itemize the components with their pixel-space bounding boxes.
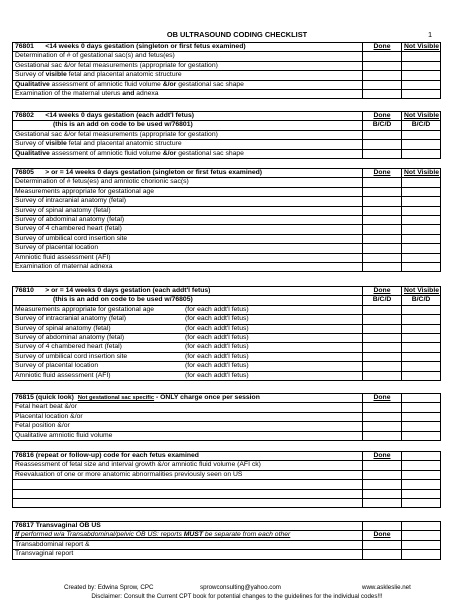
done-checkbox-cell[interactable] bbox=[363, 244, 402, 253]
not-visible-checkbox-cell[interactable] bbox=[402, 253, 441, 262]
row-label: Transvaginal report bbox=[13, 550, 363, 559]
checklist-row bbox=[13, 225, 441, 234]
not-visible-checkbox-cell[interactable] bbox=[402, 140, 441, 149]
not-visible-checkbox-cell[interactable] bbox=[402, 263, 441, 272]
not-visible-checkbox-cell[interactable] bbox=[402, 178, 441, 187]
done-checkbox-cell[interactable] bbox=[363, 470, 402, 479]
done-checkbox-cell[interactable] bbox=[363, 324, 402, 333]
row-label bbox=[13, 480, 363, 489]
code-description: <14 weeks 0 days gestation (singleton or first fetus examined) bbox=[45, 43, 246, 50]
done-checkbox-cell[interactable] bbox=[363, 61, 402, 70]
bcd-label: B/C/D bbox=[402, 296, 441, 305]
checklist-row bbox=[13, 130, 441, 139]
section-76810 bbox=[12, 286, 441, 381]
not-visible-checkbox-cell[interactable] bbox=[402, 480, 441, 489]
not-visible-checkbox-cell[interactable] bbox=[402, 343, 441, 352]
done-checkbox-cell[interactable] bbox=[363, 71, 402, 80]
section-subheader bbox=[13, 296, 441, 305]
row-label: Qualitative assessment of amniotic fluid volume &/or gestational sac shape bbox=[13, 149, 363, 158]
done-checkbox-cell[interactable] bbox=[363, 140, 402, 149]
not-visible-checkbox-cell[interactable] bbox=[402, 412, 441, 421]
done-column-header: Done bbox=[363, 531, 402, 540]
checklist-row bbox=[13, 197, 441, 206]
not-visible-checkbox-cell[interactable] bbox=[402, 61, 441, 70]
done-column-header: Done bbox=[363, 169, 402, 178]
not-visible-checkbox-cell[interactable] bbox=[402, 371, 441, 380]
checklist-row bbox=[13, 149, 441, 158]
section-header bbox=[13, 522, 441, 531]
checklist-row bbox=[13, 61, 441, 70]
section-header bbox=[13, 169, 441, 178]
row-label: Reassessment of fetal size and interval growth &/or amniotic fluid volume (AFI ck) bbox=[13, 461, 363, 470]
checklist-row bbox=[13, 470, 441, 479]
done-checkbox-cell[interactable] bbox=[363, 550, 402, 559]
not-visible-checkbox-cell[interactable] bbox=[402, 550, 441, 559]
not-visible-checkbox-cell[interactable] bbox=[402, 234, 441, 243]
done-checkbox-cell[interactable] bbox=[363, 343, 402, 352]
section-subheader bbox=[13, 121, 441, 130]
not-visible-checkbox-cell[interactable] bbox=[402, 324, 441, 333]
done-checkbox-cell[interactable] bbox=[363, 52, 402, 61]
section-subheading: (this is an add on code to be used w/76801) bbox=[13, 121, 363, 130]
checklist-row bbox=[13, 461, 441, 470]
row-label: Examination of the maternal uterus and adnexa bbox=[13, 90, 363, 99]
done-checkbox-cell[interactable] bbox=[363, 489, 402, 498]
row-label: Transabdominal report & bbox=[13, 540, 363, 549]
row-label: Fetal heart beat &/or bbox=[13, 403, 363, 412]
checklist-row bbox=[13, 343, 441, 352]
not-visible-checkbox-cell[interactable] bbox=[402, 461, 441, 470]
checklist-row bbox=[13, 403, 441, 412]
checklist-row bbox=[13, 540, 441, 549]
checklist-row bbox=[13, 178, 441, 187]
row-label: Examination of maternal adnexa bbox=[13, 263, 363, 272]
row-label: Reevaluation of one or more anatomic abnormalities previously seen on US bbox=[13, 470, 363, 479]
done-checkbox-cell[interactable] bbox=[363, 80, 402, 89]
row-label: Survey of intracranial anatomy (fetal) (for each addt'l fetus) bbox=[13, 315, 363, 324]
not-visible-checkbox-cell[interactable] bbox=[402, 90, 441, 99]
checklist-row bbox=[13, 362, 441, 371]
not-visible-checkbox-cell[interactable] bbox=[402, 197, 441, 206]
not-visible-checkbox-cell[interactable] bbox=[402, 362, 441, 371]
checklist-row bbox=[13, 90, 441, 99]
section-heading: 76816 (repeat or follow-up) code for each fetus examined bbox=[13, 452, 363, 461]
checklist-row bbox=[13, 412, 441, 421]
row-label: Survey of spinal anatomy (fetal) (for each addt'l fetus) bbox=[13, 324, 363, 333]
row-label: Gestational sac &/or fetal measurements (appropriate for gestation) bbox=[13, 130, 363, 139]
row-label: Gestational sac &/or fetal measurements (appropriate for gestation) bbox=[13, 61, 363, 70]
done-checkbox-cell[interactable] bbox=[363, 334, 402, 343]
not-visible-checkbox-cell[interactable] bbox=[402, 305, 441, 314]
checklist-row bbox=[13, 499, 441, 508]
row-label: Survey of placental location (for each addt'l fetus) bbox=[13, 362, 363, 371]
checklist-row bbox=[13, 206, 441, 215]
section-heading: 76802 <14 weeks 0 days gestation (each addt'l fetus) bbox=[13, 112, 363, 121]
checklist-row bbox=[13, 324, 441, 333]
row-label bbox=[13, 489, 363, 498]
not-visible-checkbox-cell[interactable] bbox=[402, 130, 441, 139]
checklist-row bbox=[13, 315, 441, 324]
done-column-header: Done bbox=[363, 43, 402, 52]
done-checkbox-cell[interactable] bbox=[363, 315, 402, 324]
row-label: Qualitative assessment of amniotic fluid volume &/or gestational sac shape bbox=[13, 80, 363, 89]
done-column-header: Done bbox=[363, 112, 402, 121]
section-76815 bbox=[12, 393, 441, 441]
not-visible-checkbox-cell[interactable] bbox=[402, 499, 441, 508]
section-76802 bbox=[12, 111, 441, 159]
done-column-header: Done bbox=[363, 452, 402, 461]
done-checkbox-cell[interactable] bbox=[363, 371, 402, 380]
checklist-row bbox=[13, 216, 441, 225]
checklist-row bbox=[13, 234, 441, 243]
checklist-row bbox=[13, 263, 441, 272]
not-visible-checkbox-cell[interactable] bbox=[402, 225, 441, 234]
done-checkbox-cell[interactable] bbox=[363, 149, 402, 158]
code-number: 76801 bbox=[15, 43, 34, 50]
not-visible-column-header: Not Visible bbox=[402, 287, 441, 296]
row-label: Survey of visible fetal and placental anatomic structure bbox=[13, 140, 363, 149]
not-visible-checkbox-cell[interactable] bbox=[402, 149, 441, 158]
section-76805 bbox=[12, 168, 441, 272]
page-number: 1 bbox=[428, 30, 433, 39]
done-checkbox-cell[interactable] bbox=[363, 403, 402, 412]
section-76817 bbox=[12, 521, 441, 560]
section-header bbox=[13, 287, 441, 296]
done-checkbox-cell[interactable] bbox=[363, 422, 402, 431]
done-checkbox-cell[interactable] bbox=[363, 362, 402, 371]
not-visible-column-header: Not Visible bbox=[402, 112, 441, 121]
section-subheading: (this is an add on code to be used w/76805) bbox=[13, 296, 363, 305]
checklist-row bbox=[13, 305, 441, 314]
section-header bbox=[13, 452, 441, 461]
checklist-row bbox=[13, 431, 441, 440]
page-title: OB ULTRASOUND CODING CHECKLIST bbox=[166, 30, 308, 39]
not-visible-checkbox-cell[interactable] bbox=[402, 431, 441, 440]
section-heading: 76817 Transvaginal OB US bbox=[13, 522, 363, 531]
row-label: Measurements appropriate for gestational age bbox=[13, 187, 363, 196]
checklist-row bbox=[13, 71, 441, 80]
not-visible-checkbox-cell[interactable] bbox=[402, 187, 441, 196]
section-heading bbox=[13, 43, 363, 52]
row-label: Survey of 4 chambered heart (fetal) bbox=[13, 225, 363, 234]
section-heading: 76810 > or = 14 weeks 0 days gestation (each addt'l fetus) bbox=[13, 287, 363, 296]
not-visible-checkbox-cell[interactable] bbox=[402, 52, 441, 61]
checklist-row bbox=[13, 352, 441, 361]
not-visible-checkbox-cell[interactable] bbox=[402, 206, 441, 215]
done-checkbox-cell[interactable] bbox=[363, 206, 402, 215]
done-checkbox-cell[interactable] bbox=[363, 412, 402, 421]
checklist-row bbox=[13, 422, 441, 431]
disclaimer: Disclaimer: Consult the Current CPT book for potential changes to the guidelines for the individual codes!!! bbox=[91, 593, 383, 600]
done-checkbox-cell[interactable] bbox=[363, 197, 402, 206]
checklist-row bbox=[13, 489, 441, 498]
section-header bbox=[13, 43, 441, 52]
row-label: Survey of abdominal anatomy (fetal) bbox=[13, 216, 363, 225]
section-header bbox=[13, 112, 441, 121]
done-column-header: Done bbox=[363, 287, 402, 296]
not-visible-column-header: Not Visible bbox=[402, 169, 441, 178]
not-visible-checkbox-cell[interactable] bbox=[402, 216, 441, 225]
warning-row bbox=[13, 531, 441, 540]
row-label: Survey of placental location bbox=[13, 244, 363, 253]
row-label: Placental location &/or bbox=[13, 412, 363, 421]
done-checkbox-cell[interactable] bbox=[363, 130, 402, 139]
not-visible-checkbox-cell[interactable] bbox=[402, 403, 441, 412]
checklist-row bbox=[13, 550, 441, 559]
done-checkbox-cell[interactable] bbox=[363, 431, 402, 440]
checklist-row bbox=[13, 253, 441, 262]
section-76801 bbox=[12, 42, 441, 99]
done-checkbox-cell[interactable] bbox=[363, 480, 402, 489]
not-visible-checkbox-cell[interactable] bbox=[402, 352, 441, 361]
row-label bbox=[13, 499, 363, 508]
done-checkbox-cell[interactable] bbox=[363, 253, 402, 262]
bcd-label: B/C/D bbox=[402, 121, 441, 130]
not-visible-checkbox-cell[interactable] bbox=[402, 489, 441, 498]
not-visible-checkbox-cell[interactable] bbox=[402, 422, 441, 431]
row-label: Survey of spinal anatomy (fetal) bbox=[13, 206, 363, 215]
row-label: Survey of 4 chambered heart (fetal) (for each addt'l fetus) bbox=[13, 343, 363, 352]
done-checkbox-cell[interactable] bbox=[363, 225, 402, 234]
done-checkbox-cell[interactable] bbox=[363, 187, 402, 196]
checklist-row bbox=[13, 244, 441, 253]
row-label: Measurements appropriate for gestational age (for each addt'l fetus) bbox=[13, 305, 363, 314]
checklist-row bbox=[13, 371, 441, 380]
website-link[interactable]: www.askleslie.net bbox=[362, 584, 411, 591]
done-checkbox-cell[interactable] bbox=[363, 461, 402, 470]
row-label: Fetal position &/or bbox=[13, 422, 363, 431]
row-label: Survey of abdominal anatomy (fetal) (for each addt'l fetus) bbox=[13, 334, 363, 343]
checklist-row bbox=[13, 480, 441, 489]
section-heading: 76815 (quick look) Not gestational sac specific - ONLY charge once per session bbox=[13, 394, 363, 403]
checklist-row bbox=[13, 187, 441, 196]
done-checkbox-cell[interactable] bbox=[363, 178, 402, 187]
bcd-label: B/C/D bbox=[363, 296, 402, 305]
not-visible-checkbox-cell[interactable] bbox=[402, 334, 441, 343]
row-label: Survey of umbilical cord insertion site bbox=[13, 234, 363, 243]
done-checkbox-cell[interactable] bbox=[363, 216, 402, 225]
checklist-row bbox=[13, 80, 441, 89]
not-visible-column-header: Not Visible bbox=[402, 43, 441, 52]
row-label: Determination of # of gestational sac(s) and fetus(es) bbox=[13, 52, 363, 61]
done-column-header: Done bbox=[363, 394, 402, 403]
row-label: Determination of # fetus(es) and amniotic chorionic sac(s) bbox=[13, 178, 363, 187]
row-label: Survey of intracranial anatomy (fetal) bbox=[13, 197, 363, 206]
not-visible-checkbox-cell[interactable] bbox=[402, 71, 441, 80]
row-label: Amniotic fluid assessment (AFI) bbox=[13, 253, 363, 262]
done-checkbox-cell[interactable] bbox=[363, 263, 402, 272]
not-visible-checkbox-cell[interactable] bbox=[402, 244, 441, 253]
checklist-row bbox=[13, 334, 441, 343]
row-label: Qualitative amniotic fluid volume bbox=[13, 431, 363, 440]
checklist-row bbox=[13, 52, 441, 61]
created-by: Created by: Edwina Sprow, CPC bbox=[64, 584, 154, 591]
not-visible-checkbox-cell[interactable] bbox=[402, 540, 441, 549]
not-visible-checkbox-cell[interactable] bbox=[402, 315, 441, 324]
row-label: Amniotic fluid assessment (AFI) (for each addt'l fetus) bbox=[13, 371, 363, 380]
section-header bbox=[13, 394, 441, 403]
bcd-label: B/C/D bbox=[363, 121, 402, 130]
row-label: Survey of umbilical cord insertion site (for each addt'l fetus) bbox=[13, 352, 363, 361]
warning-text: If performed w/a Transabdominal/pelvic OB US: reports MUST be separate from each other bbox=[13, 531, 363, 540]
done-checkbox-cell[interactable] bbox=[363, 352, 402, 361]
section-heading: 76805 > or = 14 weeks 0 days gestation (singleton or first fetus examined) bbox=[13, 169, 363, 178]
done-checkbox-cell[interactable] bbox=[363, 90, 402, 99]
done-checkbox-cell[interactable] bbox=[363, 305, 402, 314]
done-checkbox-cell[interactable] bbox=[363, 499, 402, 508]
email-link[interactable]: sprowconsulting@yahoo.com bbox=[200, 584, 281, 591]
done-checkbox-cell[interactable] bbox=[363, 234, 402, 243]
not-visible-checkbox-cell[interactable] bbox=[402, 80, 441, 89]
section-76816 bbox=[12, 451, 441, 508]
row-label: Survey of visible fetal and placental anatomic structure bbox=[13, 71, 363, 80]
not-visible-checkbox-cell[interactable] bbox=[402, 470, 441, 479]
done-checkbox-cell[interactable] bbox=[363, 540, 402, 549]
checklist-row bbox=[13, 140, 441, 149]
